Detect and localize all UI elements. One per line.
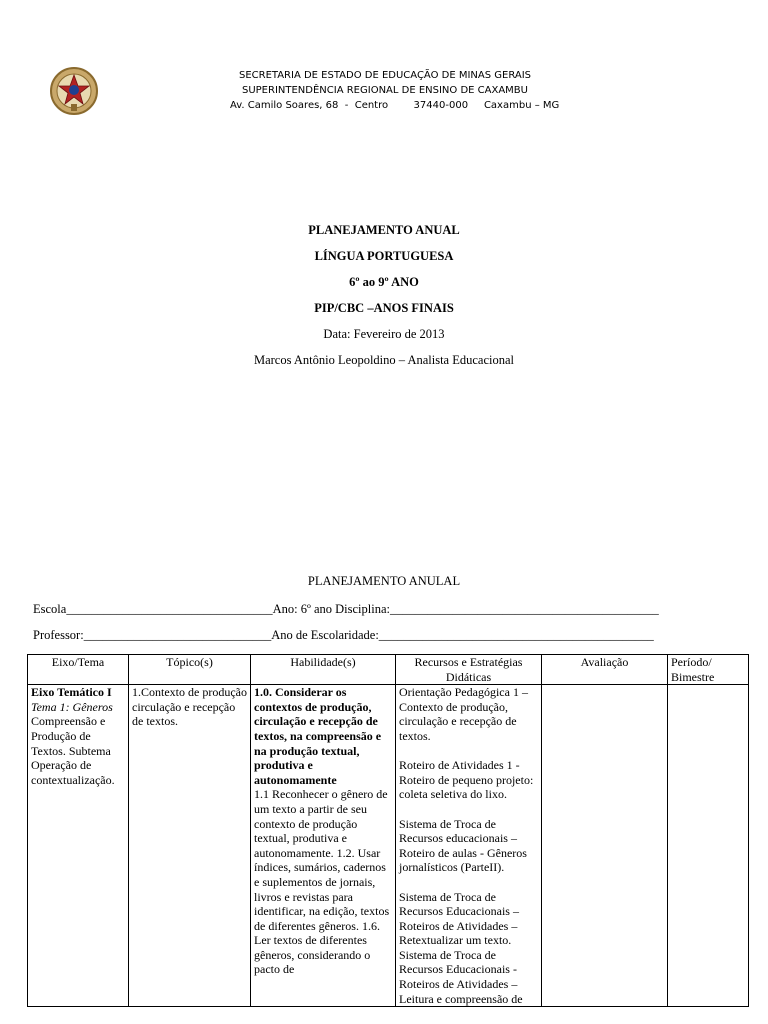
title-anos: 6º ao 9º ANO bbox=[349, 275, 419, 289]
header-recursos: Recursos e Estratégias Didáticas bbox=[396, 655, 542, 685]
cell-topicos: 1.Contexto de produção circulação e recepção de textos. bbox=[129, 685, 251, 1007]
cell-recursos bbox=[396, 685, 542, 1007]
cell-habilidades bbox=[251, 685, 396, 1007]
document-title-block bbox=[0, 222, 768, 378]
habilidade-main: 1.0. Considerar os contextos de produção, circulação e recepção de textos, na compreensão e na produção textual, produtiva e autonomamente bbox=[254, 685, 382, 787]
header-superintendencia: SUPERINTENDÊNCIA REGIONAL DE ENSINO DE CAXAMBU bbox=[241, 85, 528, 96]
eixo-tema: Tema 1: Gêneros bbox=[31, 699, 113, 714]
header-habilidades: Habilidade(s) bbox=[251, 655, 396, 685]
header-topicos: Tópico(s) bbox=[129, 655, 251, 685]
header-eixo: Eixo/Tema bbox=[28, 655, 129, 685]
institution-header bbox=[230, 68, 560, 113]
form-title: PLANEJAMENTO ANULAL bbox=[307, 574, 461, 588]
cell-avaliacao bbox=[542, 685, 668, 1007]
header-secretaria: SECRETARIA DE ESTADO DE EDUCAÇÃO DE MINAS GERAIS bbox=[238, 70, 532, 81]
title-pip: PIP/CBC –ANOS FINAIS bbox=[314, 301, 454, 315]
header-address: Av. Camilo Soares, 68 - Centro 37440-000 Caxambu – MG bbox=[230, 100, 560, 111]
recurso-item: Sistema de Troca de Recursos Educacionais - Roteiros de Atividades – Leitura e compreensão de bbox=[399, 947, 523, 1006]
title-lingua: LÍNGUA PORTUGUESA bbox=[314, 249, 454, 263]
title-date: Data: Fevereiro de 2013 bbox=[323, 327, 445, 341]
header-periodo: Período/ Bimestre bbox=[668, 655, 749, 685]
escola-line: Escola_________________________________Ano: 6º ano Disciplina:___________________________________________ bbox=[33, 602, 659, 616]
planning-table bbox=[27, 654, 749, 1007]
professor-line: Professor:______________________________Ano de Escolaridade:____________________________________________ bbox=[33, 628, 654, 642]
recurso-item: Roteiro de Atividades 1 - Roteiro de pequeno projeto: coleta seletiva do lixo. bbox=[399, 758, 534, 802]
recurso-item: Sistema de Troca de Recursos Educacionais – Roteiros de Atividades – Retextualizar um texto. bbox=[399, 889, 519, 948]
habilidade-items: 1.1 Reconhecer o gênero de um texto a partir de seu contexto de produção textual, produtiva e autonomamente. 1.2. Usar índices, sumários, cadernos e suplementos de jornais, livros e revistas para identificar, na edição, textos de diferentes gêneros. 1.6. Ler textos de diferentes gêneros, considerando o pacto de bbox=[254, 787, 390, 977]
recurso-item: Sistema de Troca de Recursos educacionais – Roteiro de aulas - Gêneros jornalísticos (ParteII). bbox=[399, 816, 527, 875]
cell-eixo bbox=[28, 685, 129, 1007]
eixo-title: Eixo Temático I bbox=[31, 685, 112, 700]
title-author: Marcos Antônio Leopoldino – Analista Educacional bbox=[253, 353, 515, 367]
cell-periodo bbox=[668, 685, 749, 1007]
table-row bbox=[28, 685, 749, 1007]
eixo-desc: Compreensão e Produção de Textos. Subtema Operação de contextualização. bbox=[31, 714, 115, 787]
table-header-row bbox=[28, 655, 749, 685]
title-planejamento: PLANEJAMENTO ANUAL bbox=[308, 223, 460, 237]
coat-of-arms-seal bbox=[49, 66, 99, 116]
recurso-item: Orientação Pedagógica 1 – Contexto de produção, circulação e recepção de textos. bbox=[399, 685, 528, 743]
header-avaliacao: Avaliação bbox=[542, 655, 668, 685]
